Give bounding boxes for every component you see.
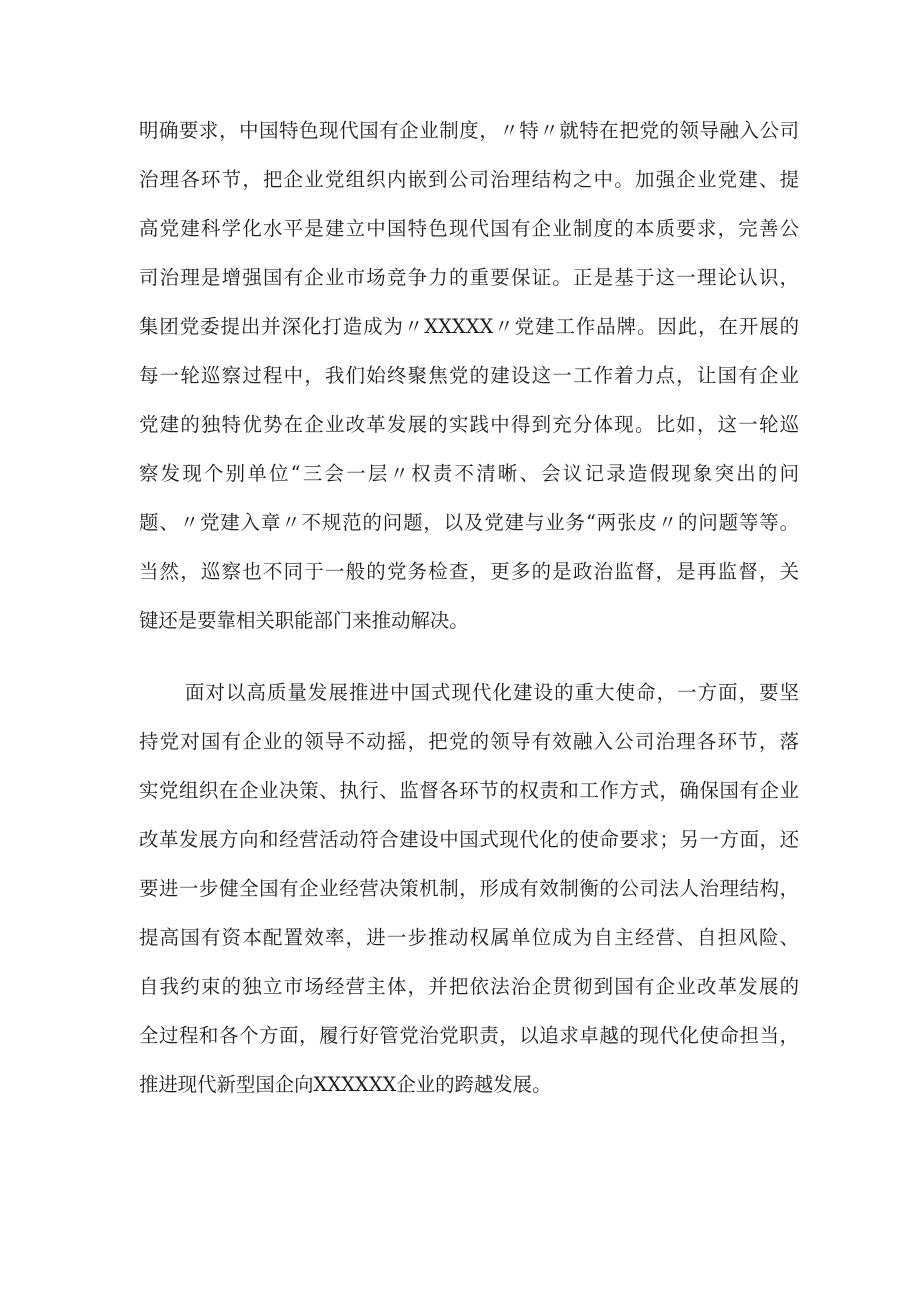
paragraph-1-line-7: 党建的独特优势在企业改革发展的实践中得到充分体现。比如，这一轮巡 — [139, 413, 799, 436]
paragraph-1-line-1: 明确要求，中国特色现代国有企业制度，〃特〃就特在把党的领导融入公司 — [139, 119, 799, 142]
paragraph-1-line-2: 治理各环节，把企业党组织内嵌到公司治理结构之中。加强企业党建、提 — [139, 168, 799, 191]
paragraph-1-line-10: 当然，巡察也不同于一般的党务检查，更多的是政治监督，是再监督，关 — [139, 560, 799, 583]
paragraph-2-line-2: 持党对国有企业的领导不动摇，把党的领导有效融入公司治理各环节，落 — [139, 730, 799, 753]
paragraph-2-line-5: 要进一步健全国有企业经营决策机制，形成有效制衡的公司法人治理结构， — [139, 877, 799, 900]
paragraph-2-line-4: 改革发展方向和经营活动符合建设中国式现代化的使命要求；另一方面，还 — [139, 828, 799, 851]
paragraph-2-line-6: 提高国有资本配置效率，进一步推动权属单位成为自主经营、自担风险、 — [139, 926, 799, 949]
paragraph-2-line-7: 自我约束的独立市场经营主体，并把依法治企贯彻到国有企业改革发展的 — [139, 975, 799, 998]
paragraph-2-line-9: 推进现代新型国企向XXXXXX企业的跨越发展。 — [139, 1073, 552, 1096]
paragraph-2-line-3: 实党组织在企业决策、执行、监督各环节的权责和工作方式，确保国有企业 — [139, 779, 799, 802]
paragraph-2-line-8: 全过程和各个方面，履行好管党治党职责，以追求卓越的现代化使命担当， — [139, 1024, 799, 1047]
paragraph-1-line-8: 察发现个别单位“三会一层〃权责不清晰、会议记录造假现象突出的问 — [139, 462, 799, 485]
paragraph-1-line-9: 题、〃党建入章〃不规范的问题，以及党建与业务“两张皮〃的问题等等。 — [139, 511, 799, 534]
paragraph-1-line-5: 集团党委提出并深化打造成为〃XXXXX〃党建工作品牌。因此，在开展的 — [139, 315, 799, 338]
paragraph-1-line-4: 司治理是增强国有企业市场竞争力的重要保证。正是基于这一理论认识， — [139, 266, 799, 289]
paragraph-1-line-11: 键还是要靠相关职能部门来推动解决。 — [139, 609, 469, 632]
paragraph-1-line-3: 高党建科学化水平是建立中国特色现代国有企业制度的本质要求，完善公 — [139, 217, 799, 240]
paragraph-1-line-6: 每一轮巡察过程中，我们始终聚焦党的建设这一工作着力点，让国有企业 — [139, 364, 799, 387]
paragraph-2-line-1: 面对以高质量发展推进中国式现代化建设的重大使命，一方面，要坚 — [185, 681, 799, 704]
